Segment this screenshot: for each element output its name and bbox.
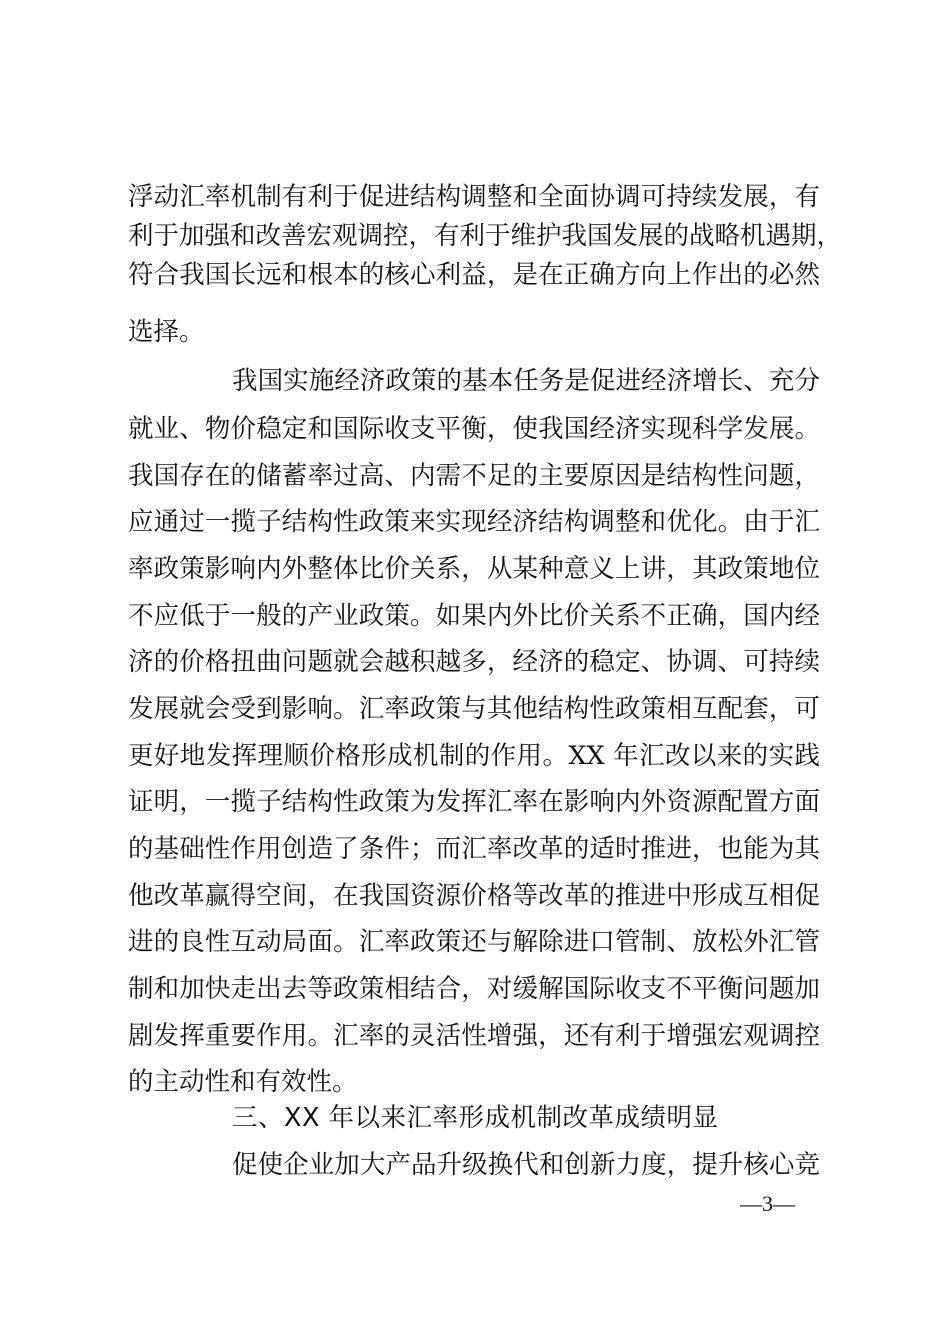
body-text-line: 的基础性作用创造了条件；而汇率改革的适时推进，也能为其 <box>128 834 820 864</box>
body-text-line: 利于加强和改善宏观调控，有利于维护我国发展的战略机遇期， <box>128 221 843 251</box>
body-text-line: 剧发挥重要作用。汇率的灵活性增强，还有利于增强宏观调控 <box>128 1021 820 1051</box>
body-text-line: 我国存在的储蓄率过高、内需不足的主要原因是结构性问题， <box>128 461 820 491</box>
body-text-line: 率政策影响内外整体比价关系，从某种意义上讲，其政策地位 <box>128 554 820 584</box>
body-text-line: 的主动性和有效性。 <box>128 1067 358 1097</box>
body-text-line: 选择。 <box>128 317 205 347</box>
body-text-line: 促使企业加大产品升级换代和创新力度，提升核心竞 <box>232 1150 820 1180</box>
body-text-line: 发展就会受到影响。汇率政策与其他结构性政策相互配套，可 <box>128 694 820 724</box>
body-text-line: 证明，一揽子结构性政策为发挥汇率在影响内外资源配置方面 <box>128 787 820 817</box>
body-text-line: 进的良性互动局面。汇率政策还与解除进口管制、放松外汇管 <box>128 927 820 957</box>
body-text-line: 他改革赢得空间，在我国资源价格等改革的推进中形成互相促 <box>128 881 820 911</box>
body-text-line: 浮动汇率机制有利于促进结构调整和全面协调可持续发展，有 <box>128 182 820 212</box>
body-text-line: 应通过一揽子结构性政策来实现经济结构调整和优化。由于汇 <box>128 507 820 537</box>
body-text-line: 就业、物价稳定和国际收支平衡，使我国经济实现科学发展。 <box>128 414 820 444</box>
body-text-line: 我国实施经济政策的基本任务是促进经济增长、充分 <box>232 366 820 396</box>
body-text-line: 符合我国长远和根本的核心利益，是在正确方向上作出的必然 <box>128 260 820 290</box>
body-text-line: 制和加快走出去等政策相结合，对缓解国际收支不平衡问题加 <box>128 974 820 1004</box>
page-number: —3— <box>740 1191 795 1216</box>
body-text-line: 济的价格扭曲问题就会越积越多，经济的稳定、协调、可持续 <box>128 647 820 677</box>
body-text-line: 更好地发挥理顺价格形成机制的作用。XX 年汇改以来的实践 <box>128 741 820 771</box>
body-text-line: 不应低于一般的产业政策。如果内外比价关系不正确，国内经 <box>128 601 820 631</box>
section-heading: 三、XX 年以来汇率形成机制改革成绩明显 <box>232 1103 719 1133</box>
